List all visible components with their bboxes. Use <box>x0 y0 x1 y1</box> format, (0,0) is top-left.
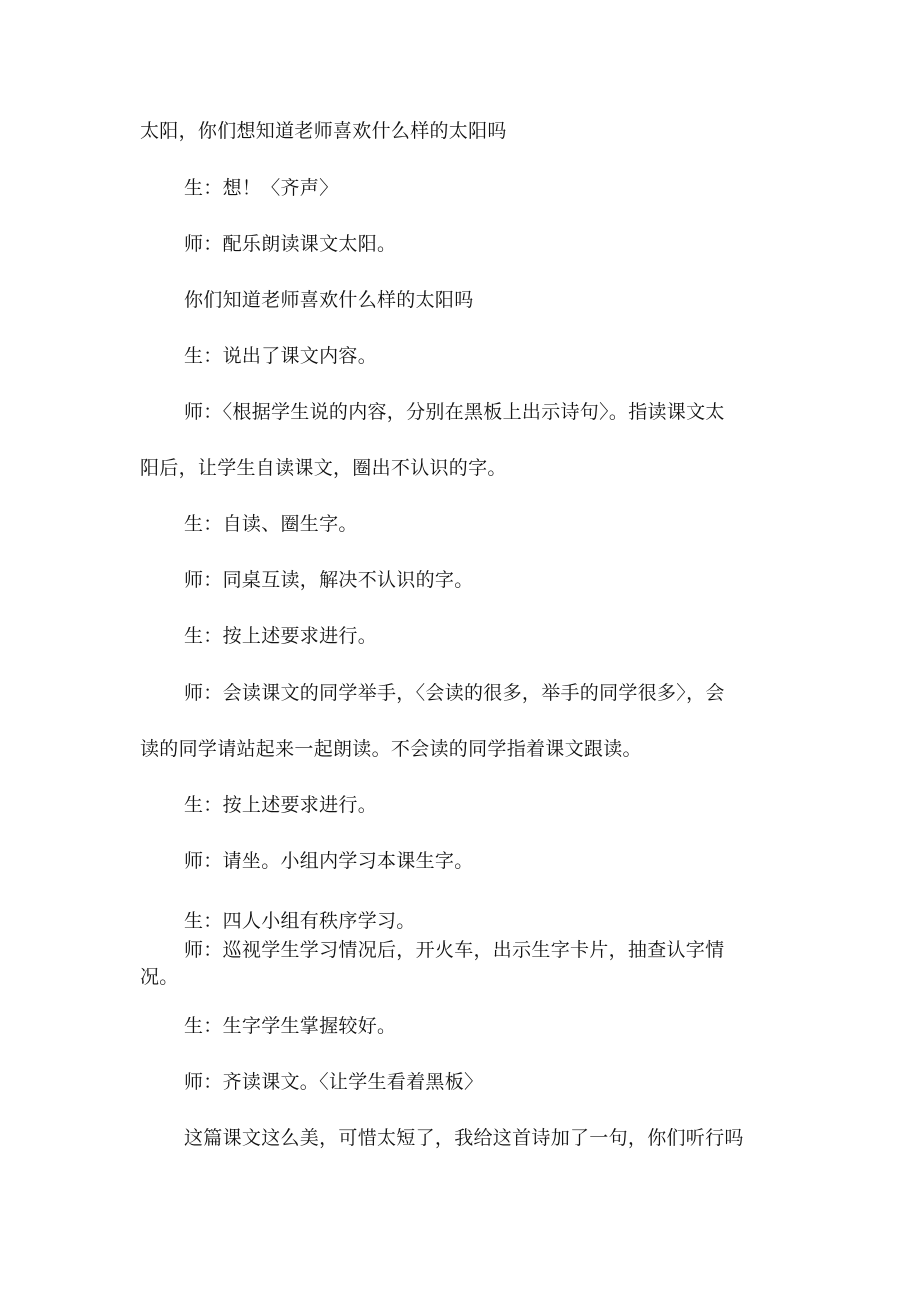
text-line: 生：按上述要求进行。 <box>184 794 378 816</box>
text-line: 师：齐读课文。〈让学生看着黑板〉 <box>184 1071 484 1093</box>
text-line: 况。 <box>140 966 179 988</box>
text-line: 生：说出了课文内容。 <box>184 345 378 367</box>
text-line: 生：四人小组有秩序学习。 <box>184 910 416 932</box>
text-line: 你们知道老师喜欢什么样的太阳吗 <box>184 289 474 311</box>
text-line: 生：想！〈齐声〉 <box>184 177 339 199</box>
text-line: 生：按上述要求进行。 <box>184 625 378 647</box>
text-line: 生：自读、圈生字。 <box>184 513 358 535</box>
text-line: 师：配乐朗读课文太阳。 <box>184 233 397 255</box>
text-line: 生：生字学生掌握较好。 <box>184 1015 397 1037</box>
text-line: 师：〈根据学生说的内容，分别在黑板上出示诗句〉。指读课文太 <box>184 401 725 423</box>
text-line: 师：会读课文的同学举手，〈会读的很多，举手的同学很多〉，会 <box>184 682 725 704</box>
text-line: 读的同学请站起来一起朗读。不会读的同学指着课文跟读。 <box>140 738 642 760</box>
text-line: 太阳，你们想知道老师喜欢什么样的太阳吗 <box>140 120 507 142</box>
text-line: 阳后，让学生自读课文，圈出不认识的字。 <box>140 457 507 479</box>
text-line: 师：巡视学生学习情况后，开火车，出示生字卡片，抽查认字情 <box>184 939 725 961</box>
text-line: 这篇课文这么美，可惜太短了，我给这首诗加了一句，你们听行吗 <box>184 1127 744 1149</box>
text-line: 师：请坐。小组内学习本课生字。 <box>184 850 474 872</box>
text-line: 师：同桌互读，解决不认识的字。 <box>184 569 474 591</box>
